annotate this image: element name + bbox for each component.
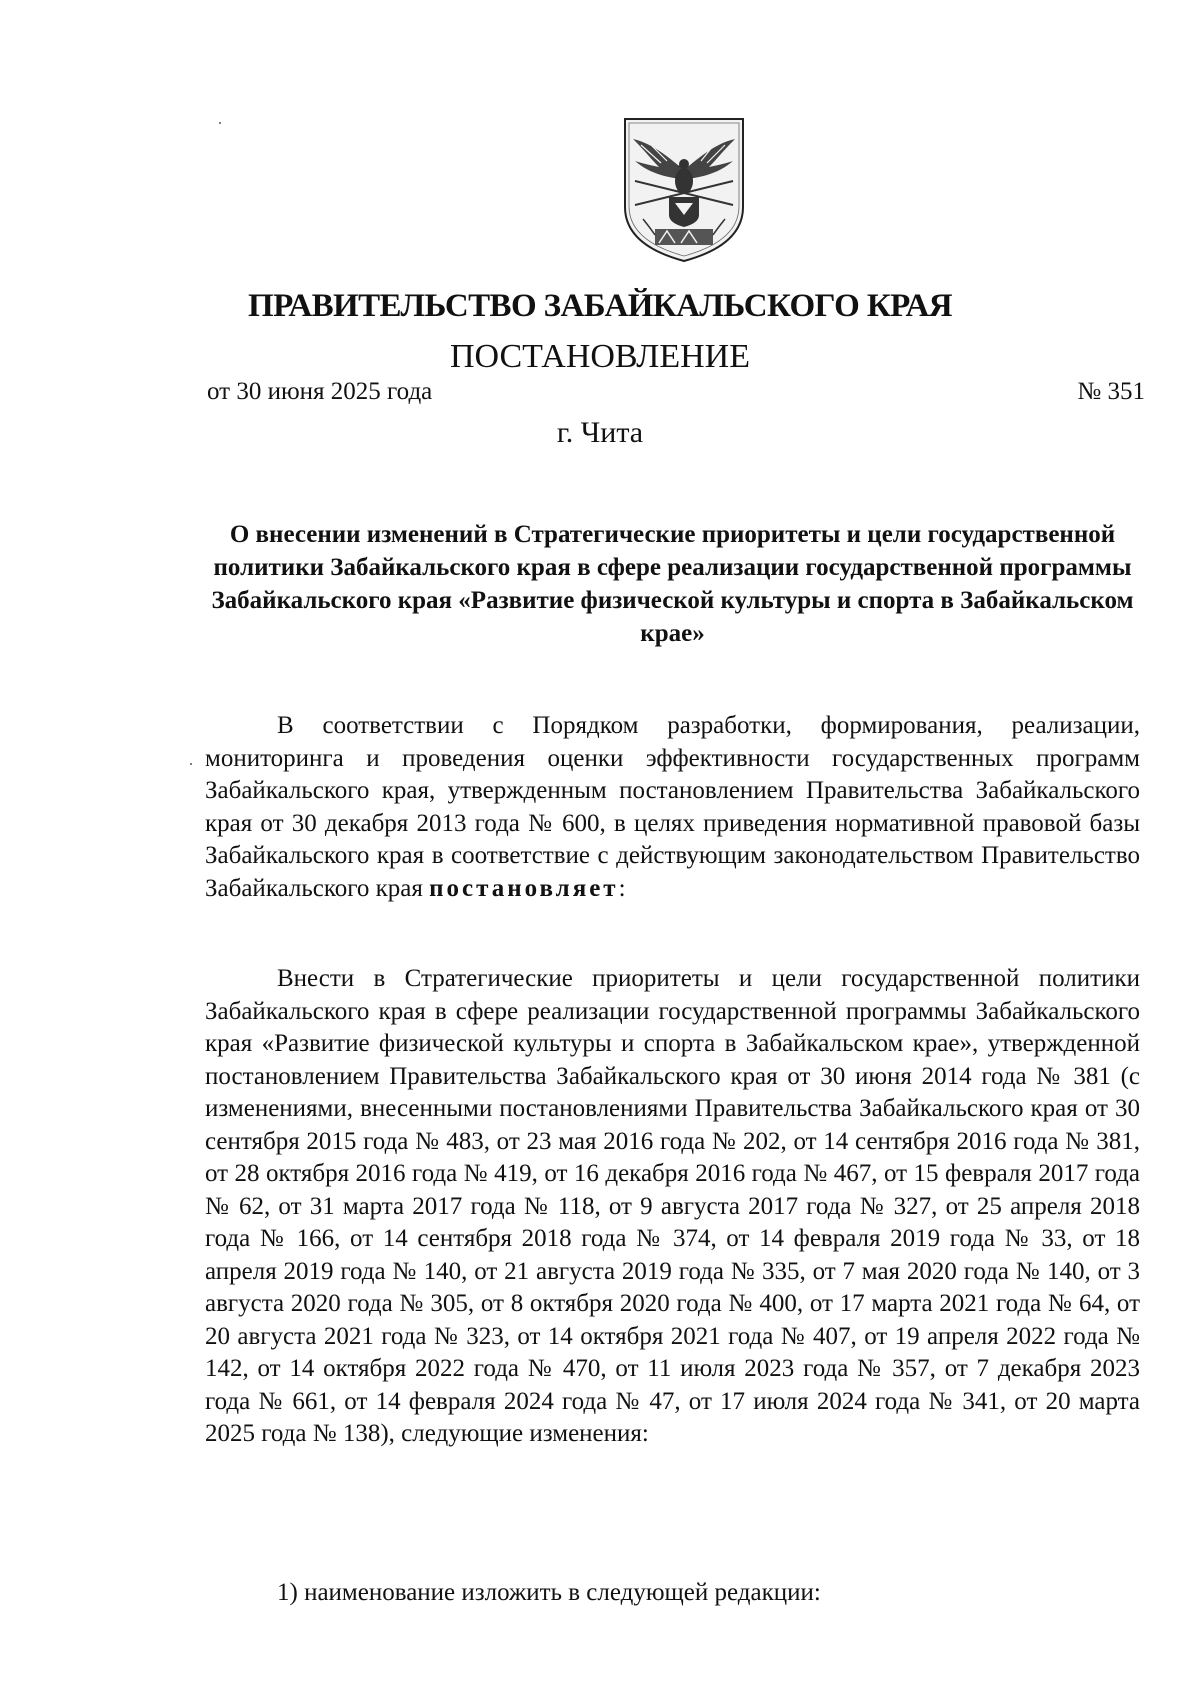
preamble-text: В соответствии с Порядком разработки, формирования, реализации, мониторинга и проведения оценки эффективности государственных программ Забайкальского края, утвержденным постановлением Правительства Забайкальского края от 30 декабря 2013 года № 600, в целях приведения нормативной правовой базы Забайкальского края в соответствие с действующим законодательством Правительство Забайкальского края [205,712,1140,902]
preamble-end: : [618,874,626,902]
government-title: ПРАВИТЕЛЬСТВО ЗАБАЙКАЛЬСКОГО КРАЯ [248,288,952,324]
document-subject: О внесении изменений в Стратегические приоритеты и цели государственной политики Забайкальского края в сфере реализации государственной программы Забайкальского края «Развитие физической культуры и спорта в Забайкальском крае» [211,521,1134,647]
document-date: от 30 июня 2025 года [207,378,433,405]
scan-speck [219,122,221,124]
document-city: г. Чита [556,416,644,449]
document-type: ПОСТАНОВЛЕНИЕ [449,338,751,375]
coat-of-arms-icon [621,115,747,265]
resolution-keyword: постановляет [429,874,619,902]
scan-speck [190,763,192,765]
amendment-paragraph: Внести в Стратегические приоритеты и цели государственной политики Забайкальского края в сфере реализации государственной программы Забайкальского края «Развитие физической культуры и спорта в Забайкальском крае», утвержденной постановлением Правительства Забайкальского края от 30 июня 2014 года № 381 (с изменениями, внесенными постановлениями Правительства Забайкальского края от 30 сентября 2015 года № 483, от 23 мая 2016 года № 202, от 14 сентября 2016 года № 381, от 28 октября 2016 года № 419, от 16 декабря 2016 года № 467, от 15 февраля 2017 года № 62, от 31 марта 2017 года № 118, от 9 августа 2017 года № 327, от 25 апреля 2018 года № 166, от 14 сентября 2018 года № 374, от 14 февраля 2019 года № 33, от 18 апреля 2019 года № 140, от 21 августа 2019 года № 335, от 7 мая 2020 года № 140, от 3 августа 2020 года № 305, от 8 октября 2020 года № 400, от 17 марта 2021 года № 64, от 20 августа 2021 года № 323, от 14 октября 2021 года № 407, от 19 апреля 2022 года № 142, от 14 октября 2022 года № 470, от 11 июля 2023 года № 357, от 7 декабря 2023 года № 661, от 14 февраля 2024 года № 47, от 17 июля 2024 года № 341, от 20 марта 2025 года № 138), следующие изменения: [205,965,1140,1447]
amendment-item-1: 1) наименование изложить в следующей редакции: [277,1579,821,1606]
preamble-paragraph [205,710,1140,905]
document-number: № 351 [1077,378,1145,405]
